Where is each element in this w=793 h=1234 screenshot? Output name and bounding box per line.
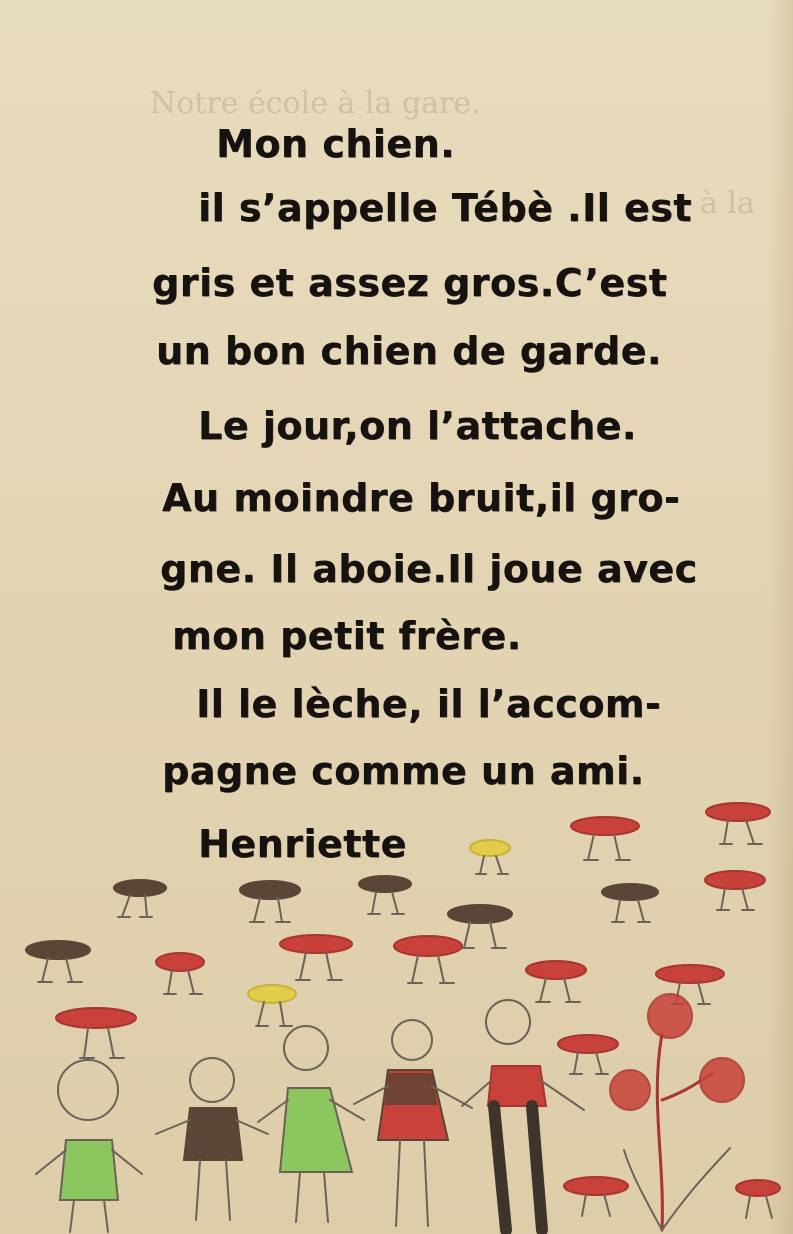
poem-line: gne. Il aboie.Il joue avec: [160, 547, 698, 591]
bird-icon: [470, 840, 510, 874]
poem-line: il s’appelle Tébè .Il est: [198, 186, 692, 230]
bird-icon: [571, 817, 639, 860]
poem-line: gris et assez gros.C’est: [152, 261, 668, 305]
bird-icon: [564, 1177, 628, 1216]
poem-title: Mon chien.: [216, 122, 456, 166]
poem-line: Au moindre bruit,il gro-: [162, 476, 681, 520]
bird-icon: [359, 876, 411, 914]
bird-icon: [602, 884, 658, 922]
flower-icon: [610, 994, 744, 1230]
bird-icon: [240, 881, 300, 922]
bird-icon: [526, 961, 586, 1002]
bird-icon: [394, 936, 462, 983]
show-through-text-2: à la: [700, 186, 755, 221]
bird-icon: [736, 1180, 780, 1218]
bird-icon: [156, 953, 204, 994]
bird-icon: [558, 1035, 618, 1074]
poem-line: pagne comme un ami.: [162, 749, 645, 793]
bird-icon: [114, 880, 166, 917]
bird-icon: [248, 985, 296, 1026]
child-figure: [354, 1020, 472, 1226]
bird-icon: [705, 871, 765, 910]
child-figure: [258, 1026, 364, 1222]
child-figure: [36, 1060, 142, 1232]
poem-signature: Henriette: [198, 822, 407, 866]
poem-line: mon petit frère.: [172, 614, 522, 658]
bird-icon: [56, 1008, 136, 1058]
bird-icon: [26, 941, 90, 982]
poem-line: un bon chien de garde.: [156, 329, 662, 373]
bird-icon: [280, 935, 352, 980]
poem-line: Il le lèche, il l’accom-: [196, 682, 662, 726]
bird-icon: [706, 803, 770, 844]
poem-line: Le jour,on l’attache.: [198, 404, 637, 448]
show-through-text-1: Notre école à la gare.: [150, 86, 481, 121]
child-figure: [462, 1000, 584, 1230]
child-figure: [156, 1058, 268, 1220]
